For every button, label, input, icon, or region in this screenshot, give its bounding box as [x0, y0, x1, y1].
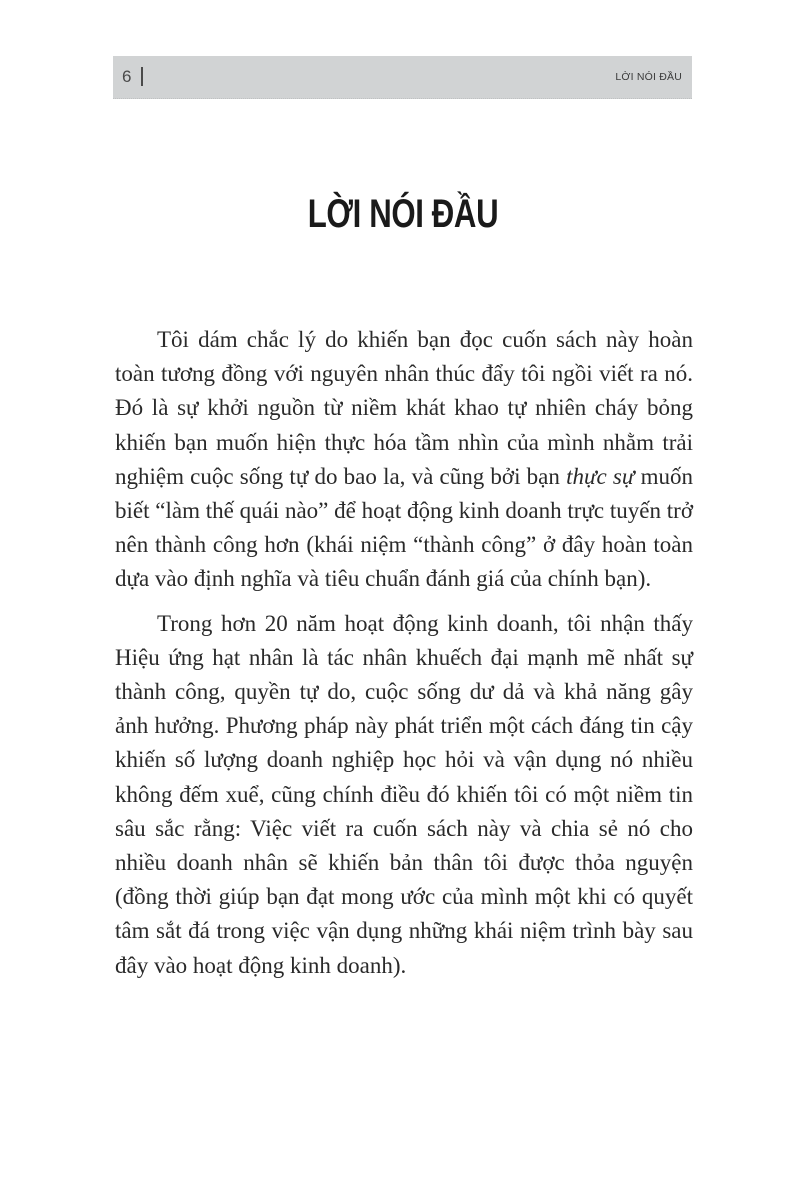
paragraph-1: [115, 323, 693, 597]
paragraph-2: Trong hơn 20 năm hoạt động kinh doanh, tôi nhận thấy Hiệu ứng hạt nhân là tác nhân khuếch đại mạnh mẽ nhất sự thành công, quyền tự do, cuộc sống dư dả và khả năng gây ảnh hưởng. Phương pháp này phát triển một cách đáng tin cậy khiến số lượng doanh nghiệp học hỏi và vận dụng nó nhiều không đếm xuể, cũng chính điều đó khiến tôi có một niềm tin sâu sắc rằng: Việc viết ra cuốn sách này và chia sẻ nó cho nhiều doanh nhân sẽ khiến bản thân tôi được thỏa nguyện (đồng thời giúp bạn đạt mong ước của mình một khi có quyết tâm sắt đá trong việc vận dụng những khái niệm trình bày sau đây vào hoạt động kinh doanh).: [115, 610, 693, 978]
paragraph-1-start: Tôi dám chắc lý do khiến bạn đọc cuốn sách này hoàn toàn tương đồng với nguyên nhân thúc đẩy tôi ngồi viết ra nó. Đó là sự khởi nguồn từ niềm khát khao tự nhiên cháy bỏng khiến bạn muốn hiện thực hóa tầm nhìn của mình nhằm trải nghiệm cuộc sống tự do bao la, và cũng bởi bạn: [115, 327, 693, 489]
chapter-title: LỜI NÓI ĐẦU: [307, 192, 499, 236]
paragraph-1-emphasis: thực sự: [566, 463, 635, 489]
body-text: [115, 323, 693, 983]
running-title: LỜI NÓI ĐẦU: [615, 71, 682, 83]
page-number: 6: [122, 67, 132, 86]
header-divider: [141, 67, 143, 86]
running-header: [113, 56, 692, 99]
paragraph-1-end: muốn biết “làm thế quái nào” để hoạt động kinh doanh trực tuyến trở nên thành công hơn (khái niệm “thành công” ở đây hoàn toàn dựa vào định nghĩa và tiêu chuẩn đánh giá của chính bạn).: [115, 463, 694, 592]
